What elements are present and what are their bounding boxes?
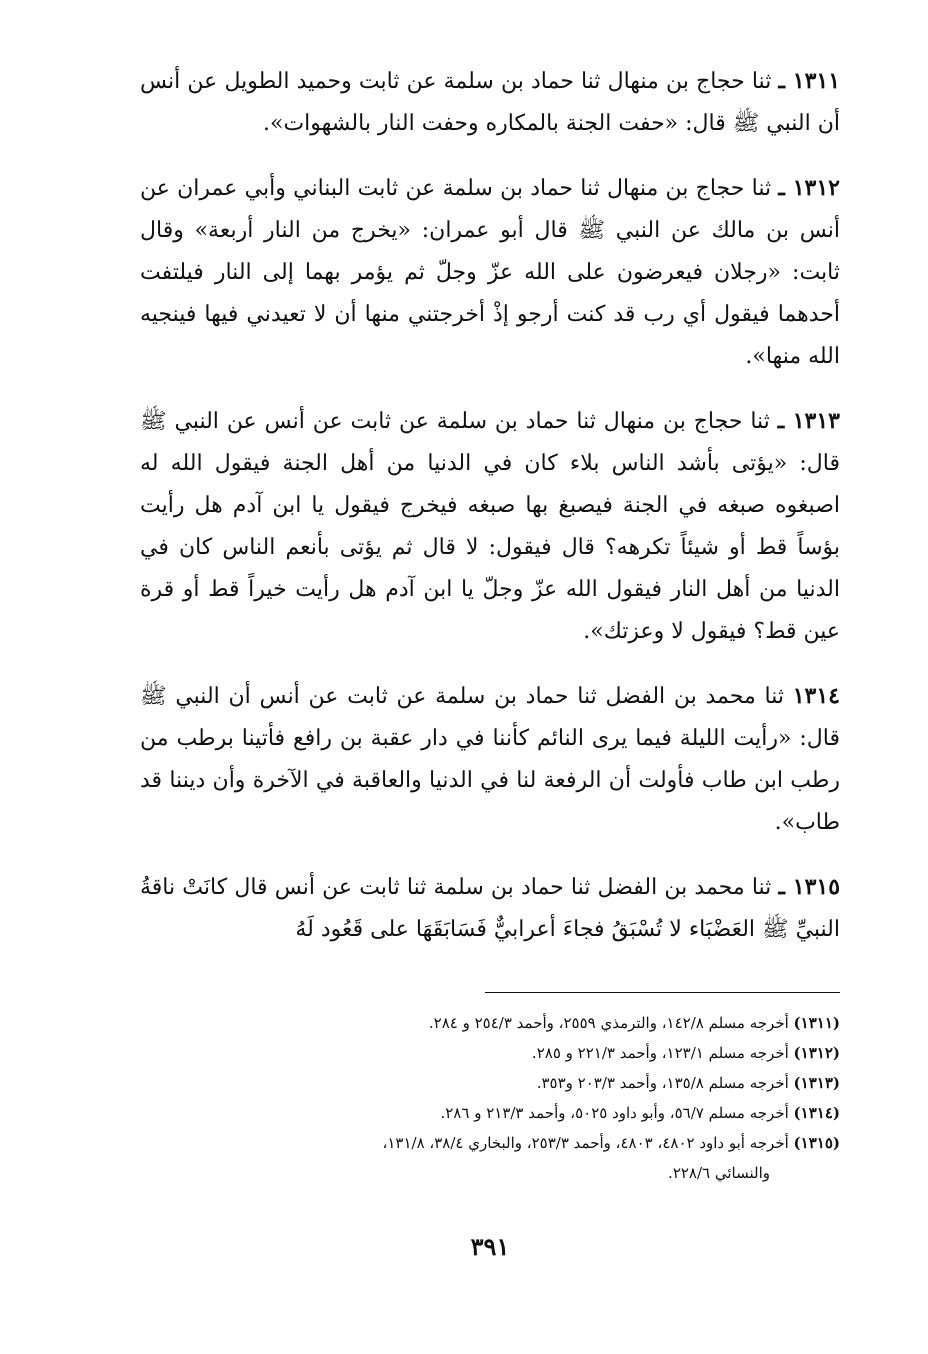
hadith-1313 [140, 400, 840, 653]
hadith-text: ثنا محمد بن الفضل ثنا حماد بن سلمة ثنا ثابت عن أنس قال كانَتْ ناقةُ النبيِّ ﷺ العَضْبَاء لا تُسْبَقُ فجاءَ أعرابيٌّ فَسَابَقَهَا على قَعُود لَهُ [140, 875, 840, 942]
footnote-divider [485, 992, 840, 993]
hadith-number: ١٣١٤ [792, 683, 840, 709]
hadith-number: ١٣١٣ ـ [777, 408, 840, 434]
hadith-1314 [140, 675, 840, 844]
hadith-text: ثنا حجاج بن منهال ثنا حماد بن سلمة عن ثابت البناني وأبي عمران عن أنس بن مالك عن النبي ﷺ قال أبو عمران: «يخرج من النار أربعة» وقال ثابت: «رجلان فيعرضون على الله عزّ وجلّ ثم يؤمر بهما إلى النار فيلتفت أحدهما فيقول أي رب قد كنت أرجو إذْ أخرجتني منها أن لا تعيدني فيها فينجيه الله منها». [140, 176, 840, 369]
hadith-number: ١٣١١ ـ [778, 68, 841, 94]
footnote-text: أخرجه مسلم ١٤٢/٨، والترمذي ٢٥٥٩، وأحمد ٢٥٤/٣ و ٢٨٤. [428, 1014, 789, 1032]
hadith-1311 [140, 60, 840, 145]
hadith-number: ١٣١٢ ـ [778, 175, 840, 201]
footnote-text: أخرجه مسلم ٥٦/٧، وأبو داود ٥٠٢٥، وأحمد ٢١٣/٣ و ٢٨٦. [440, 1104, 789, 1122]
footnote-number: (١٣١١) [793, 1014, 840, 1032]
hadith-1315 [140, 866, 840, 951]
footnote-text: أخرجه مسلم ١٣٥/٨، وأحمد ٢٠٣/٣ و٣٥٣. [536, 1074, 789, 1092]
footnotes [140, 1008, 840, 1188]
hadith-text: ثنا حجاج بن منهال ثنا حماد بن سلمة عن ثابت عن أنس عن النبي ﷺ قال: «يؤتى بأشد الناس بلاء كان في الدنيا من أهل الجنة فيقول الله له اصبغوه صبغه في الجنة فيصبغ بها صبغه فيخرج فيقول يا ابن آدم هل رأيت بؤساً قط أو شيئاً تكرهه؟ قال فيقول: لا قال ثم يؤتى بأنعم الناس كان في الدنيا من أهل النار فيقول الله عزّ وجلّ يا ابن آدم هل رأيت خيراً قط أو قرة عين قط؟ فيقول لا وعزتك». [140, 409, 840, 644]
hadith-text: ثنا محمد بن الفضل ثنا حماد بن سلمة عن ثابت عن أنس أن النبي ﷺ قال: «رأيت الليلة فيما يرى النائم كأننا في دار عقبة بن رافع فأتينا برطب من رطب ابن طاب فأولت أن الرفعة لنا في الدنيا والعاقبة في الآخرة وأن ديننا قد طاب». [140, 684, 840, 835]
footnote-1315-continuation: والنسائي ٢٢٨/٦. [668, 1164, 770, 1182]
footnote-1313 [140, 1068, 840, 1098]
hadith-1312 [140, 167, 840, 378]
footnote-number: (١٣١٤) [793, 1104, 840, 1122]
footnote-text: أخرجه أبو داود ٤٨٠٢، ٤٨٠٣، وأحمد ٢٥٣/٣، والبخاري ٣٨/٤، ١٣١/٨، [382, 1134, 789, 1152]
footnote-number: (١٣١٣) [793, 1074, 840, 1092]
footnote-1315 [140, 1128, 840, 1158]
footnote-number: (١٣١٥) [793, 1134, 840, 1152]
hadith-number: ١٣١٥ ـ [778, 874, 841, 900]
hadith-text: ثنا حجاج بن منهال ثنا حماد بن سلمة عن ثابت وحميد الطويل عن أنس أن النبي ﷺ قال: «حفت الجنة بالمكاره وحفت النار بالشهوات». [140, 69, 840, 136]
footnote-1312 [140, 1038, 840, 1068]
footnote-1311 [140, 1008, 840, 1038]
footnote-text: أخرجه مسلم ١٢٣/١، وأحمد ٢٢١/٣ و ٢٨٥. [531, 1044, 789, 1062]
footnote-1314 [140, 1098, 840, 1128]
book-page [140, 60, 840, 1340]
footnote-number: (١٣١٢) [793, 1044, 840, 1062]
page-number: ٣٩١ [470, 1232, 510, 1261]
